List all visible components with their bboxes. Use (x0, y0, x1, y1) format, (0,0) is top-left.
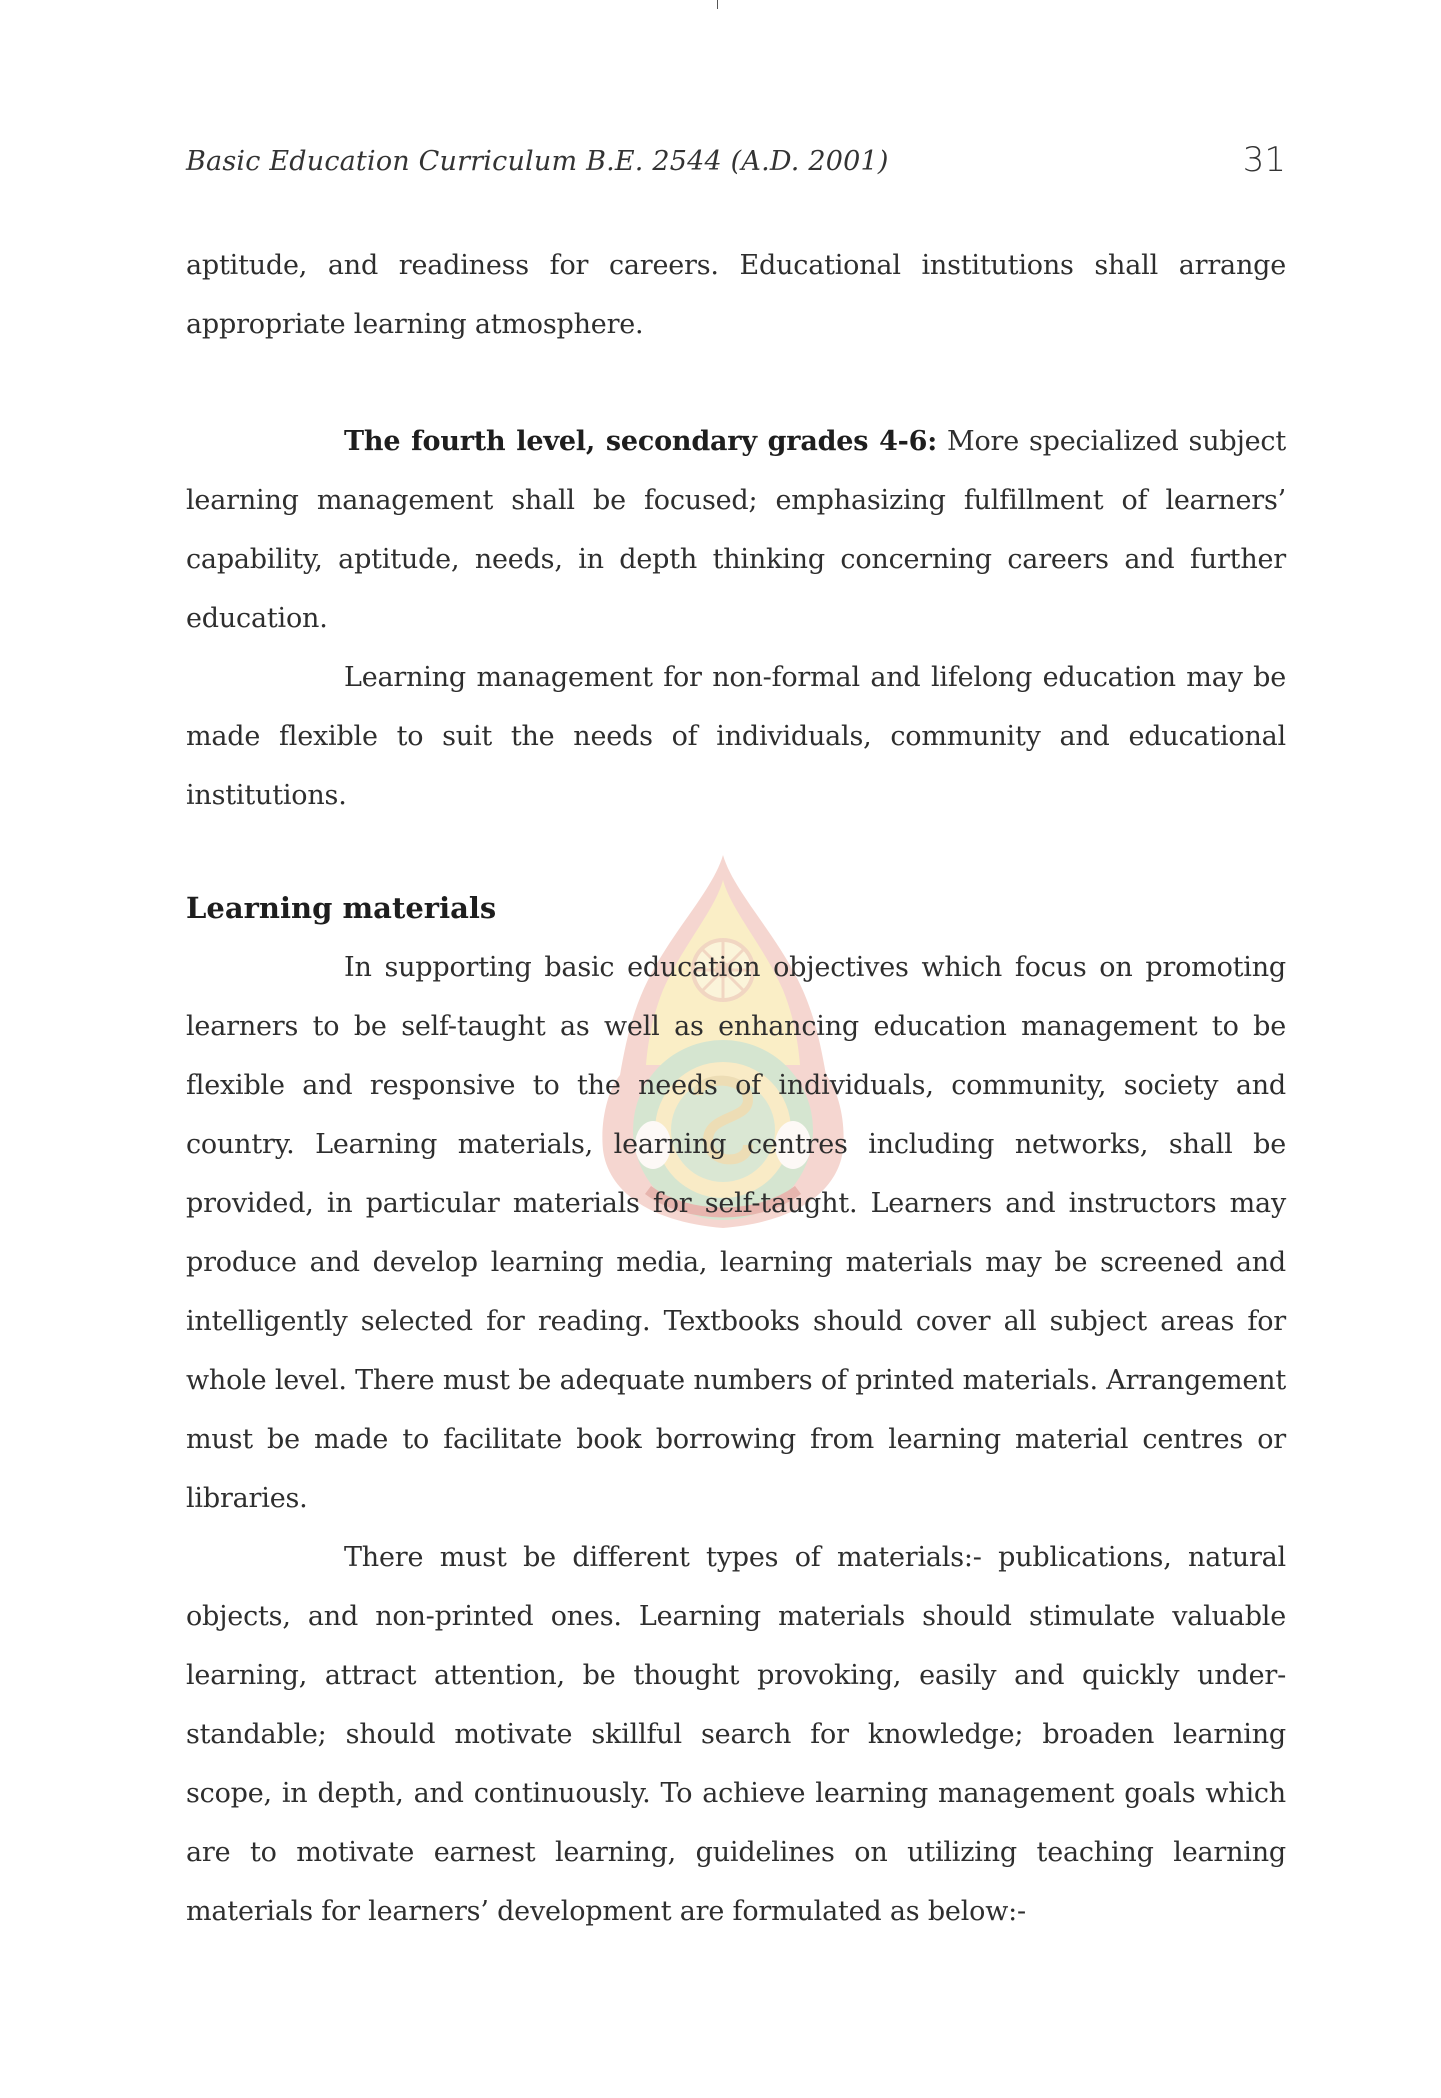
running-header (186, 140, 1286, 184)
fourth-level-text: More specialized subject learning management shall be focused; emphasizing fulfillment of learners’ capability, aptitude, needs, in depth thinking concerning careers and further education. (186, 426, 1286, 634)
paragraph-material-types: There must be different types of materials:- publications, natural objects, and non-printed ones. Learning materials should stimulate valuable learning, attract attention, be thought provoking, easily and quickly under-standable; should motivate skillful search for knowledge; broaden learning scope, in depth, and continuously. To achieve learning management goals which are to motivate earnest learning, guidelines on utilizing teaching learning materials for learners’ development are formulated as below:- (186, 1542, 1286, 1927)
paragraph-careers-continuation: aptitude, and readiness for careers. Educational institutions shall arrange appropriate learning atmosphere. (186, 250, 1286, 340)
page-number: 31 (1242, 140, 1286, 180)
spacer (186, 825, 1286, 879)
fourth-level-lead: The fourth level, secondary grades 4-6: (344, 426, 938, 457)
section-heading-learning-materials: Learning materials (186, 891, 497, 925)
page-body (186, 236, 1286, 1941)
paragraph-learning-materials-support: In supporting basic education objectives which focus on promoting learners to be self-taught as well as enhancing education management to be flexible and responsive to the needs of individuals, community, society and country. Learning materials, learning centres including networks, shall be provided, in particular materials for self-taught. Learners and instructors may produce and develop learning media, learning materials may be screened and intelligently selected for reading. Textbooks should cover all subject areas for whole level. There must be adequate numbers of printed materials. Arrangement must be made to facilitate book borrowing from learning material centres or libraries. (186, 952, 1286, 1514)
binding-mark (717, 0, 718, 9)
paragraph-non-formal-education: Learning management for non-formal and lifelong education may be made flexible to suit the needs of individuals, community and educational institutions. (186, 662, 1286, 811)
paragraph-fourth-level (186, 412, 1286, 648)
running-title: Basic Education Curriculum B.E. 2544 (A.D. 2001) (186, 146, 889, 177)
spacer (186, 354, 1286, 412)
